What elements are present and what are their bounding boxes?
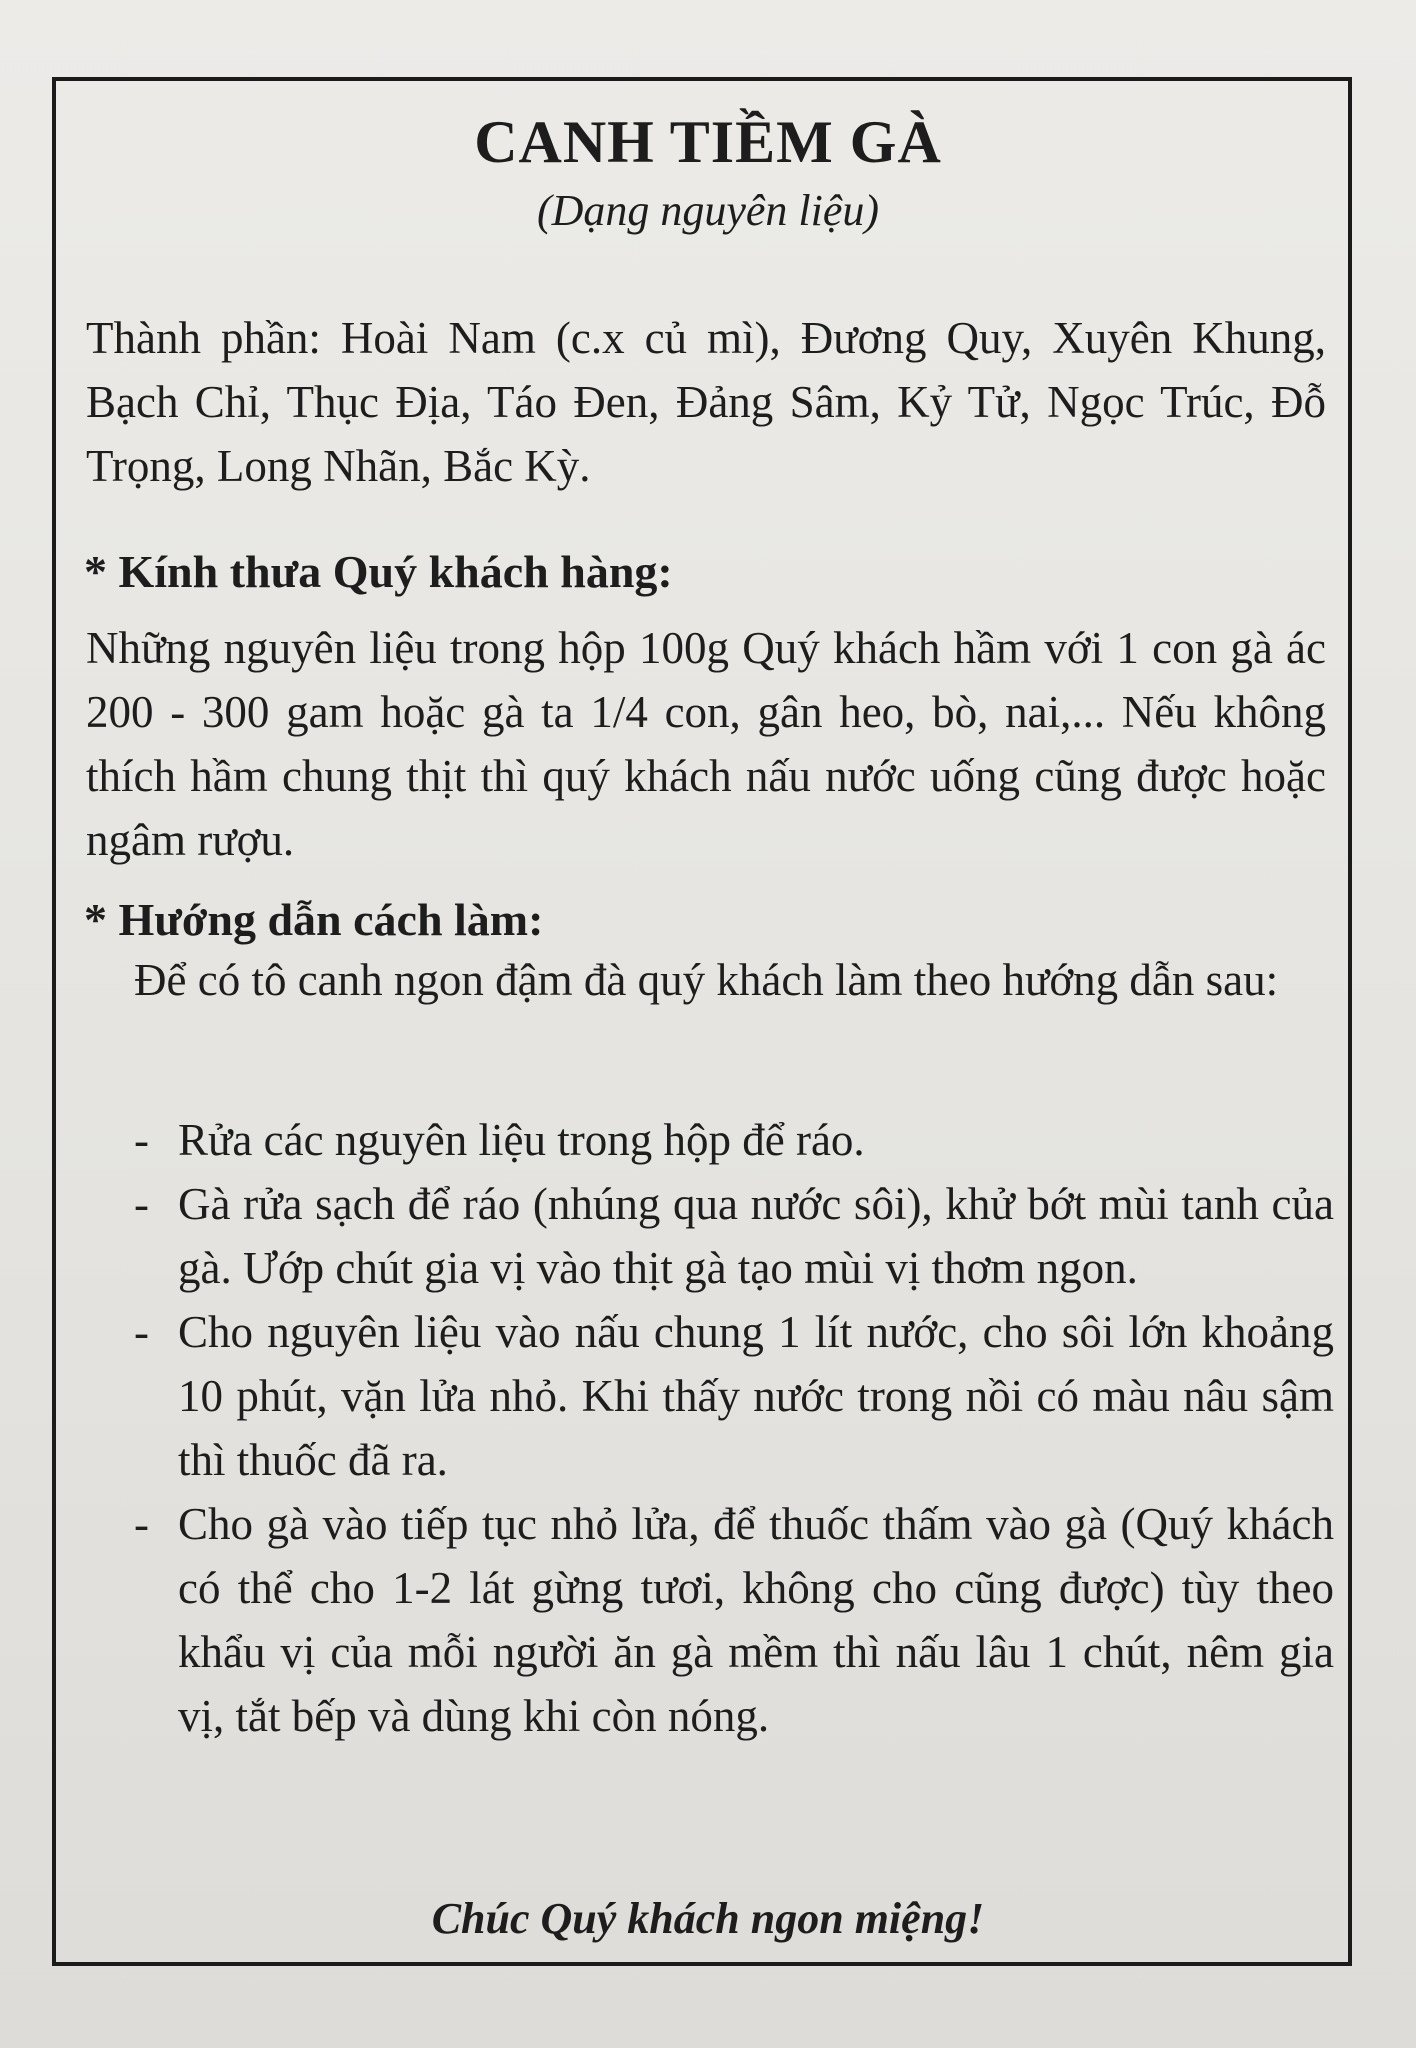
step-text: Rửa các nguyên liệu trong hộp để ráo. xyxy=(178,1115,865,1165)
instructions-intro: Để có tô canh ngon đậm đà quý khách làm theo hướng dẫn sau: xyxy=(134,955,1279,1005)
page-title: CANH TIỀM GÀ xyxy=(474,109,942,175)
step-text: Cho nguyên liệu vào nấu chung 1 lít nước, cho sôi lớn khoảng 10 phút, vặn lửa nhỏ. Khi thấy nước trong nồi có màu nâu sậm thì thuốc đã ra. xyxy=(178,1307,1334,1485)
step-text: Gà rửa sạch để ráo (nhúng qua nước sôi), khử bớt mùi tanh của gà. Ướp chút gia vị vào thịt gà tạo mùi vị thơm ngon. xyxy=(178,1179,1334,1293)
instruction-steps xyxy=(134,1108,1334,1748)
step-bullet: - xyxy=(134,1179,149,1229)
instructions-heading: * Hướng dẫn cách làm: xyxy=(84,894,544,945)
ingredients-text: Thành phần: Hoài Nam (c.x củ mì), Đương Quy, Xuyên Khung, Bạch Chỉ, Thục Địa, Táo Đen, Đảng Sâm, Kỷ Tử, Ngọc Trúc, Đỗ Trọng, Long Nhãn, Bắc Kỳ. xyxy=(86,313,1326,491)
step-text: Cho gà vào tiếp tục nhỏ lửa, để thuốc thấm vào gà (Quý khách có thể cho 1-2 lát gừng tươi, không cho cũng được) tùy theo khẩu vị của mỗi người ăn gà mềm thì nấu lâu 1 chút, nêm gia vị, tắt bếp và dùng khi còn nóng. xyxy=(178,1499,1334,1741)
closing-message: Chúc Quý khách ngon miệng! xyxy=(431,1894,985,1943)
instruction-step xyxy=(134,1108,1334,1172)
step-bullet: - xyxy=(134,1115,149,1165)
page-subtitle: (Dạng nguyên liệu) xyxy=(536,186,880,235)
step-bullet: - xyxy=(134,1307,149,1357)
step-bullet: - xyxy=(134,1499,149,1549)
instruction-step xyxy=(134,1300,1334,1492)
instruction-step xyxy=(134,1492,1334,1748)
dear-customer-heading: * Kính thưa Quý khách hàng: xyxy=(84,546,673,597)
instruction-step xyxy=(134,1172,1334,1300)
dear-customer-text: Những nguyên liệu trong hộp 100g Quý khách hầm với 1 con gà ác 200 - 300 gam hoặc gà ta 1/4 con, gân heo, bò, nai,... Nếu không thích hầm chung thịt thì quý khách nấu nước uống cũng được hoặc ngâm rượu. xyxy=(86,623,1326,865)
